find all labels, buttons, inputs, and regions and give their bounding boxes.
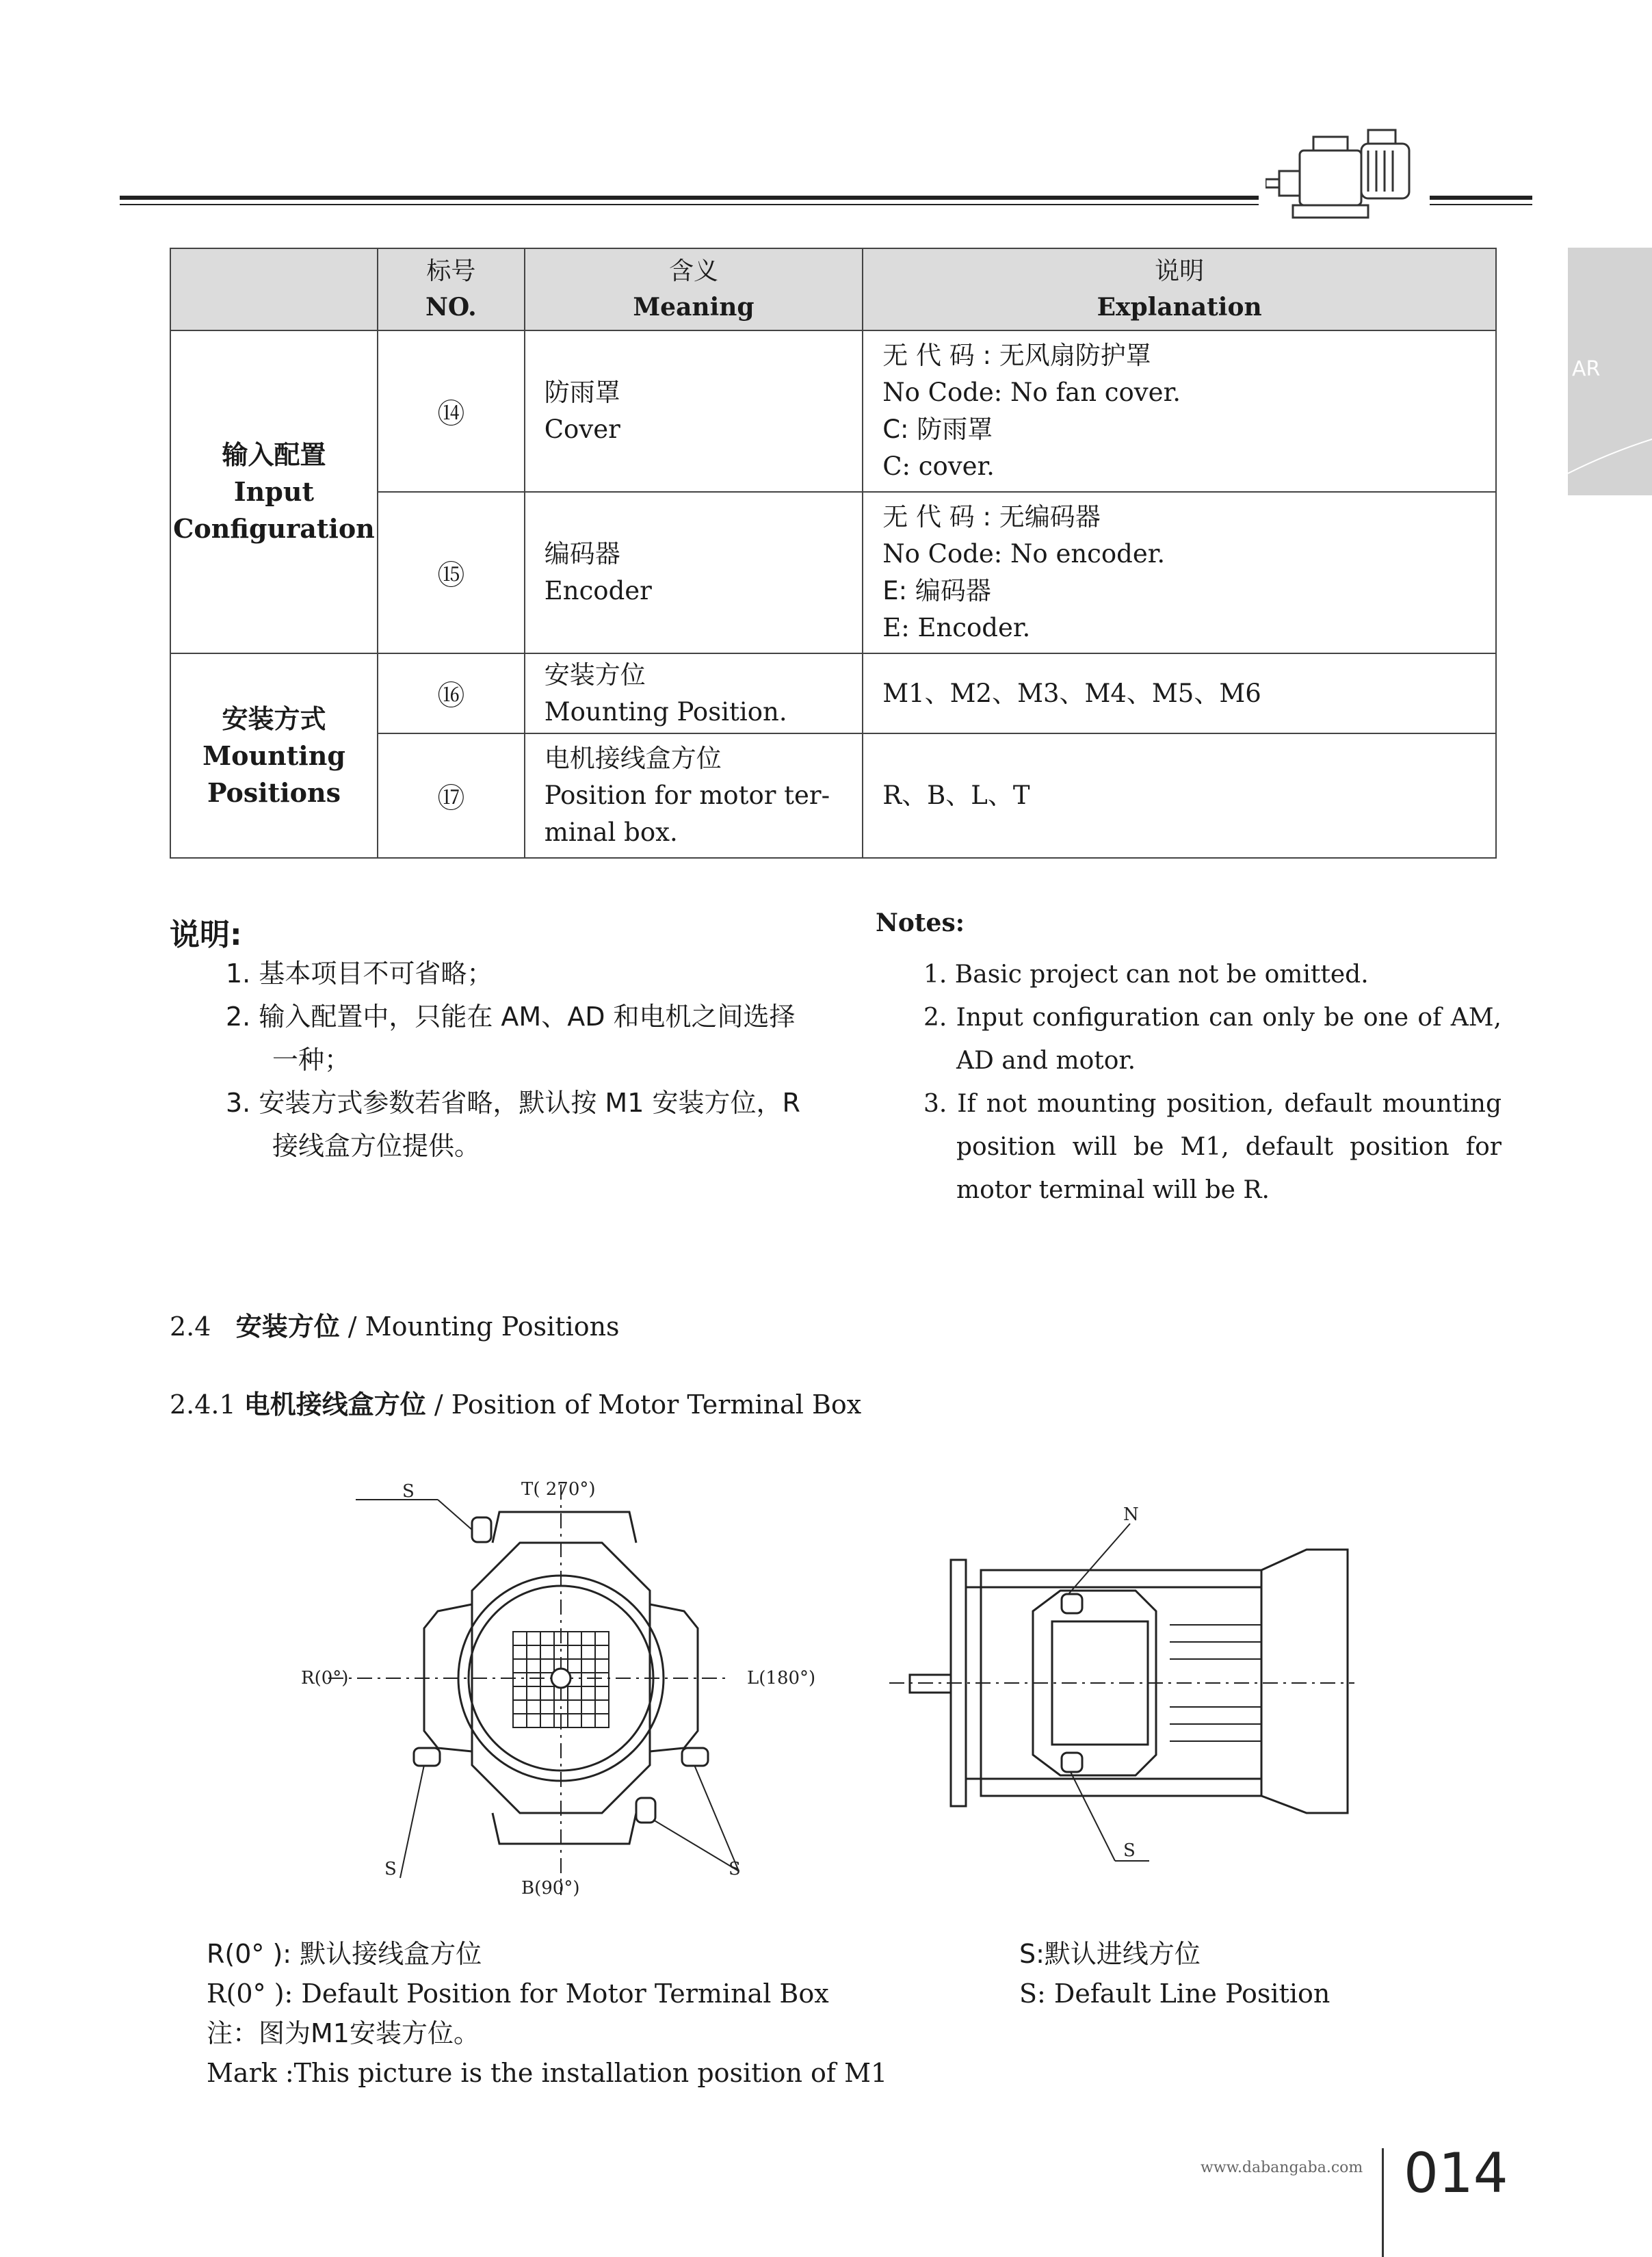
label-n: N bbox=[1123, 1504, 1139, 1525]
label-right: L(180°) bbox=[747, 1668, 816, 1688]
section-heading: 2.4 安装方位 / Mounting Positions bbox=[170, 1312, 620, 1342]
row-number: ⑰ bbox=[378, 733, 525, 858]
header-meaning: 含义 Meaning bbox=[525, 248, 863, 330]
header-explanation: 说明 Explanation bbox=[863, 248, 1496, 330]
label-left: R(0°) bbox=[301, 1668, 349, 1688]
row-explanation: M1、M2、M3、M4、M5、M6 bbox=[863, 653, 1496, 733]
list-item: 3. If not mounting position, default mounting position will be M1, default position for motor terminal will be R. bbox=[923, 1090, 1502, 1204]
side-tab bbox=[1568, 248, 1652, 495]
label-s: S bbox=[384, 1859, 397, 1879]
group-mounting-positions: 安装方式 Mounting Positions bbox=[170, 653, 378, 858]
row-meaning: 安装方位 Mounting Position. bbox=[525, 653, 863, 733]
notes-en-list bbox=[923, 953, 1502, 1212]
gear-motor-icon bbox=[1266, 123, 1430, 233]
spec-table bbox=[170, 248, 1497, 859]
label-s: S bbox=[1123, 1840, 1136, 1861]
side-tab-swoosh bbox=[1568, 419, 1652, 487]
motor-side-view-diagram bbox=[882, 1498, 1361, 1881]
footer-divider bbox=[1382, 2148, 1384, 2257]
row-meaning: 防雨罩 Cover bbox=[525, 330, 863, 492]
row-number: ⑭ bbox=[378, 330, 525, 492]
caption-left: R(0° ): 默认接线盒方位 R(0° ): Default Position for Motor Terminal Box 注：图为M1安装方位。 Mark :This picture is the installation position of M1 bbox=[207, 1939, 888, 2088]
notes-cn-list bbox=[226, 952, 814, 1168]
group-input-config: 输入配置 Input Configuration bbox=[170, 330, 378, 653]
table-row bbox=[170, 653, 1496, 733]
list-item: 2. Input configuration can only be one of AM, AD and motor. bbox=[923, 1004, 1502, 1075]
table-header-row bbox=[170, 248, 1496, 330]
footer-url: www.dabangaba.com bbox=[1201, 2159, 1363, 2176]
row-number: ⑯ bbox=[378, 653, 525, 733]
caption-right: S:默认进线方位 S: Default Line Position bbox=[1019, 1939, 1330, 2009]
header-blank bbox=[170, 248, 378, 330]
page-number: 014 bbox=[1404, 2141, 1508, 2205]
row-meaning: 电机接线盒方位 Position for motor ter- minal box. bbox=[525, 733, 863, 858]
row-meaning: 编码器 Encoder bbox=[525, 492, 863, 653]
row-explanation: 无 代 码 : 无编码器 No Code: No encoder. E: 编码器 E: Encoder. bbox=[863, 492, 1496, 653]
header-rule-thick bbox=[120, 196, 1259, 200]
label-s: S bbox=[729, 1859, 741, 1879]
label-s: S bbox=[402, 1481, 415, 1502]
row-explanation: 无 代 码 : 无风扇防护罩 No Code: No fan cover. C: 防雨罩 C: cover. bbox=[863, 330, 1496, 492]
list-item: 1. Basic project can not be omitted. bbox=[923, 961, 1369, 989]
header-no: 标号 NO. bbox=[378, 248, 525, 330]
list-item: 1. 基本项目不可省略； bbox=[226, 958, 493, 989]
notes-en-title: Notes: bbox=[876, 909, 965, 937]
header-rule-thin bbox=[120, 204, 1259, 205]
notes-cn-title: 说明: bbox=[170, 917, 242, 952]
label-bottom: B(90°) bbox=[521, 1878, 580, 1899]
row-explanation: R、B、L、T bbox=[863, 733, 1496, 858]
list-item: 2. 输入配置中，只能在 AM、AD 和电机之间选择一种； bbox=[226, 1002, 796, 1075]
row-number: ⑮ bbox=[378, 492, 525, 653]
label-top: T( 270°) bbox=[521, 1479, 596, 1500]
subsection-heading: 2.4.1 电机接线盒方位 / Position of Motor Terminal Box bbox=[170, 1390, 862, 1420]
motor-end-view-diagram bbox=[287, 1471, 862, 1909]
header-rule-right-thin bbox=[1430, 204, 1532, 205]
table-row bbox=[170, 330, 1496, 492]
header-rule-right-thick bbox=[1430, 196, 1532, 200]
list-item: 3. 安装方式参数若省略，默认按 M1 安装方位，R 接线盒方位提供。 bbox=[226, 1088, 800, 1161]
side-tab-label: AR bbox=[1572, 357, 1601, 381]
